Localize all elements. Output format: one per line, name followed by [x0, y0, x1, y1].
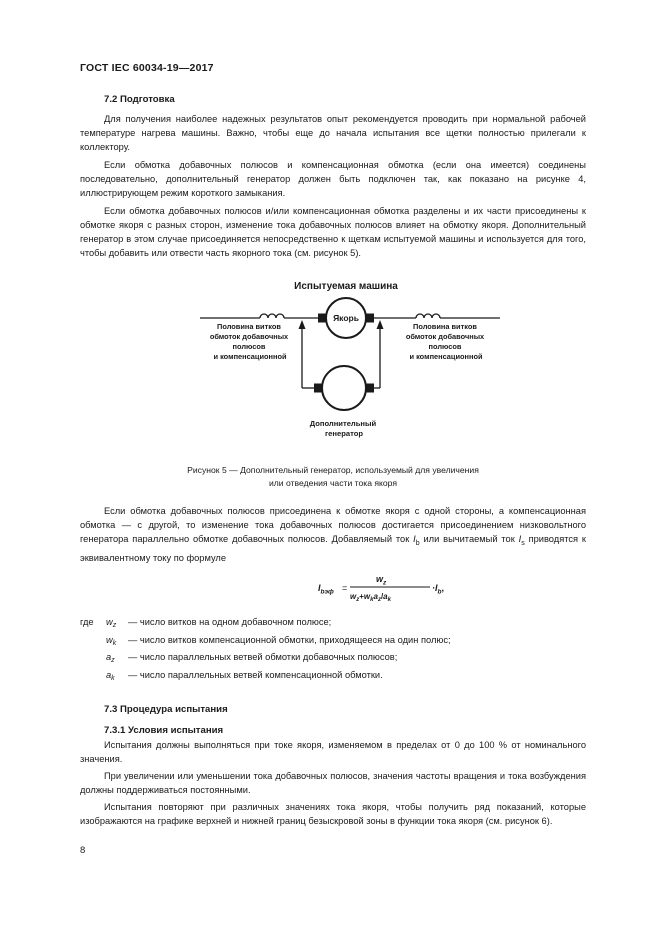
generator-brush-left	[314, 384, 322, 393]
paragraph-after-figure	[80, 504, 586, 565]
formula-denominator: $w_z+w_ka_z/a_k$	[350, 592, 391, 603]
subsection-heading-7-3-1: 7.3.1 Условия испытания	[104, 725, 224, 736]
section-7-3-body	[80, 738, 586, 828]
paragraph: При увеличении или уменьшении тока добавочных полюсов, значения частоты вращения и тока возбуждения должны поддерживаться постоянными.	[80, 771, 586, 795]
section-heading-7-2: 7.2 Подготовка	[104, 94, 175, 105]
variable-definitions	[80, 617, 590, 687]
section-7-2-body	[80, 112, 586, 260]
generator-circle	[322, 366, 366, 410]
paragraph: Испытания повторяют при различных значениях тока якоря, чтобы получить ряд показаний, которые изображаются на графике верхней и нижней границ безыскровой зоны в функции тока якоря (см. рисунок 6).	[80, 802, 586, 826]
paragraph: Если обмотка добавочных полюсов присоединена к обмотке якоря с одной стороны, а компенсационная обмотка — с другой, то изменение тока добавочных полюсов достигается присоединением низковольтного генератора параллельно обмотке добавочных полюсов. Добавляемый ток $I_b$ или вычитаемый ток $I_s$ приводятся к эквивалентному току по формуле	[80, 506, 586, 563]
formula-tail: $\cdot I_b$,	[432, 583, 444, 596]
definition-symbol: $a_k$	[106, 669, 115, 682]
generator-label: Дополнительный генератор	[309, 419, 377, 438]
paragraph: Если обмотка добавочных полюсов и/или компенсационная обмотка разделены и их части присоединены к обмотке якоря с разных сторон, изменение тока добавочных полюсов влияет на обмотку якоря. Дополнительный генератор в этом случае присоединяется непосредственно к щеткам испытуемой машины и используется для того, чтобы добавить или отвести часть якорного тока (см. рисунок 5).	[80, 206, 586, 258]
definition-text: — число витков компенсационной обмотки, приходящееся на один полюс;	[128, 634, 451, 645]
figure-title: Испытуемая машина	[294, 281, 398, 292]
definition-text: — число параллельных ветвей компенсационной обмотки.	[128, 669, 383, 680]
figure-5-diagram	[200, 276, 500, 446]
caption-line-2: или отведения части тока якоря	[268, 478, 397, 488]
armature-brush-right	[366, 314, 374, 323]
left-winding-label: Половина витков обмоток добавочных полюсов и компенсационной	[209, 322, 289, 361]
formula-numerator: $w_z$	[376, 574, 387, 587]
arrow-up-right	[377, 320, 384, 329]
generator-brush-right	[366, 384, 374, 393]
page-number: 8	[80, 845, 86, 856]
definition-text: — число витков на одном добавочном полюсе;	[128, 617, 332, 627]
formula	[318, 573, 518, 603]
definition-row	[80, 617, 590, 635]
formula-equals: =	[342, 583, 348, 593]
where-label: где	[80, 617, 94, 627]
document-header: ГОСТ IEC 60034-19—2017	[80, 62, 214, 74]
definition-row	[80, 670, 590, 688]
right-winding-coil	[416, 314, 440, 318]
left-winding-coil	[260, 314, 284, 318]
caption-line-1: Рисунок 5 — Дополнительный генератор, используемый для увеличения	[187, 465, 479, 475]
definition-symbol: $w_k$	[106, 634, 117, 647]
definition-symbol: $a_z$	[106, 652, 115, 664]
figure-5-caption	[80, 464, 586, 490]
arrow-up-left	[299, 320, 306, 329]
armature-label: Якорь	[333, 313, 359, 323]
definition-row	[80, 635, 590, 653]
right-winding-label: Половина витков обмоток добавочных полюсов и компенсационной	[405, 322, 485, 361]
section-heading-7-3: 7.3 Процедура испытания	[104, 704, 228, 715]
paragraph: Испытания должны выполняться при токе якоря, изменяемом в пределах от 0 до 100 % от номинального значения.	[80, 740, 586, 764]
armature-brush-left	[318, 314, 326, 323]
definition-text: — число параллельных ветвей обмотки добавочных полюсов;	[128, 652, 398, 662]
formula-lhs: $I_{bэф}$	[318, 583, 334, 596]
paragraph: Если обмотка добавочных полюсов и компенсационная обмотка (если она имеется) соединены последовательно, дополнительный генератор должен быть подключен так, как показано на рисунке 4, иллюстрирующем режим короткого замыкания.	[80, 160, 586, 198]
definition-row	[80, 652, 590, 670]
paragraph: Для получения наиболее надежных результатов опыт рекомендуется проводить при нормальной рабочей температуре нагрева машины. Важно, чтобы еще до начала испытания все щетки полностью прилегали к коллектору.	[80, 114, 586, 152]
definition-symbol: $w_z$	[106, 617, 117, 629]
